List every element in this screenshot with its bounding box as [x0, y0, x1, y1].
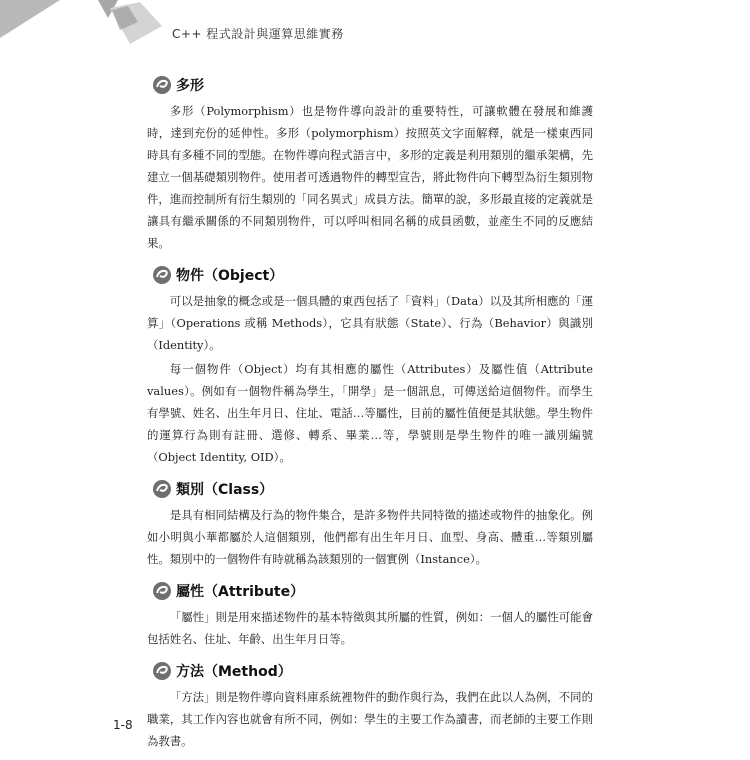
paragraph: 多形（Polymorphism）也是物件導向設計的重要特性，可讓軟體在發展和維護時，達到充份的延伸性。多形（polymorphism）按照英文字面解釋，就是一樣東西同時具有多種不同的型態。在物件導向程式語言中，多形的定義是利用類別的繼承架構，先建立一個基礎類別物件。使用者可透過物件的轉型宣告，將此物件向下轉型為衍生類別物件，進而控制所有衍生類別的「同名異式」成員方法。簡單的說，多形最直接的定義就是讓具有繼承關係的不同類別物件，可以呼叫相同名稱的成員函數，並產生不同的反應結果。 [147, 104, 593, 250]
paragraph: 「方法」則是物件導向資料庫系統裡物件的動作與行為，我們在此以人為例，不同的職業，其工作內容也就會有所不同，例如：學生的主要工作為讀書，而老師的主要工作則為教書。 [147, 690, 593, 748]
corner-decoration [0, 0, 170, 60]
section-heading: 方法（Method） [147, 658, 593, 684]
page-number: 1-8 [113, 718, 133, 732]
paragraph: 是具有相同結構及行為的物件集合，是許多物件共同特徵的描述或物件的抽象化。例如小明與小華都屬於人這個類別，他們都有出生年月日、血型、身高、體重…等類別屬性。類別中的一個物件有時就稱為該類別的一個實例（Instance）。 [147, 508, 593, 566]
paragraph: 每一個物件（Object）均有其相應的屬性（Attributes）及屬性值（Attribute values）。例如有一個物件稱為學生，「開學」是一個訊息，可傳送給這個物件。而學生有學號、姓名、出生年月日、住址、電話…等屬性，目前的屬性值便是其狀態。學生物件的運算行為則有註冊、選修、轉系、畢業…等，學號則是學生物件的唯一識別編號（Object Identity, OID）。 [147, 362, 593, 464]
paragraph: 可以是抽象的概念或是一個具體的東西包括了「資料」（Data）以及其所相應的「運算」（Operations 或稱 Methods），它具有狀態（State）、行為（Behavior）與識別（Identity）。 [147, 294, 593, 352]
running-header: C++ 程式設計與運算思維實務 [172, 27, 344, 41]
section-heading: 類別（Class） [147, 476, 593, 502]
section-heading: 多形 [147, 72, 593, 98]
bullet-swirl-icon [152, 581, 172, 601]
section-attribute [147, 578, 593, 650]
section-heading: 屬性（Attribute） [147, 578, 593, 604]
section-polymorphism [147, 72, 593, 254]
bullet-swirl-icon [152, 661, 172, 681]
bullet-swirl-icon [152, 265, 172, 285]
bullet-swirl-icon [152, 479, 172, 499]
bullet-swirl-icon [152, 75, 172, 95]
page-body [147, 72, 593, 760]
section-class [147, 476, 593, 570]
section-method [147, 658, 593, 752]
section-heading: 物件（Object） [147, 262, 593, 288]
paragraph: 「屬性」則是用來描述物件的基本特徵與其所屬的性質，例如：一個人的屬性可能會包括姓名、住址、年齡、出生年月日等。 [147, 610, 593, 646]
section-object [147, 262, 593, 468]
